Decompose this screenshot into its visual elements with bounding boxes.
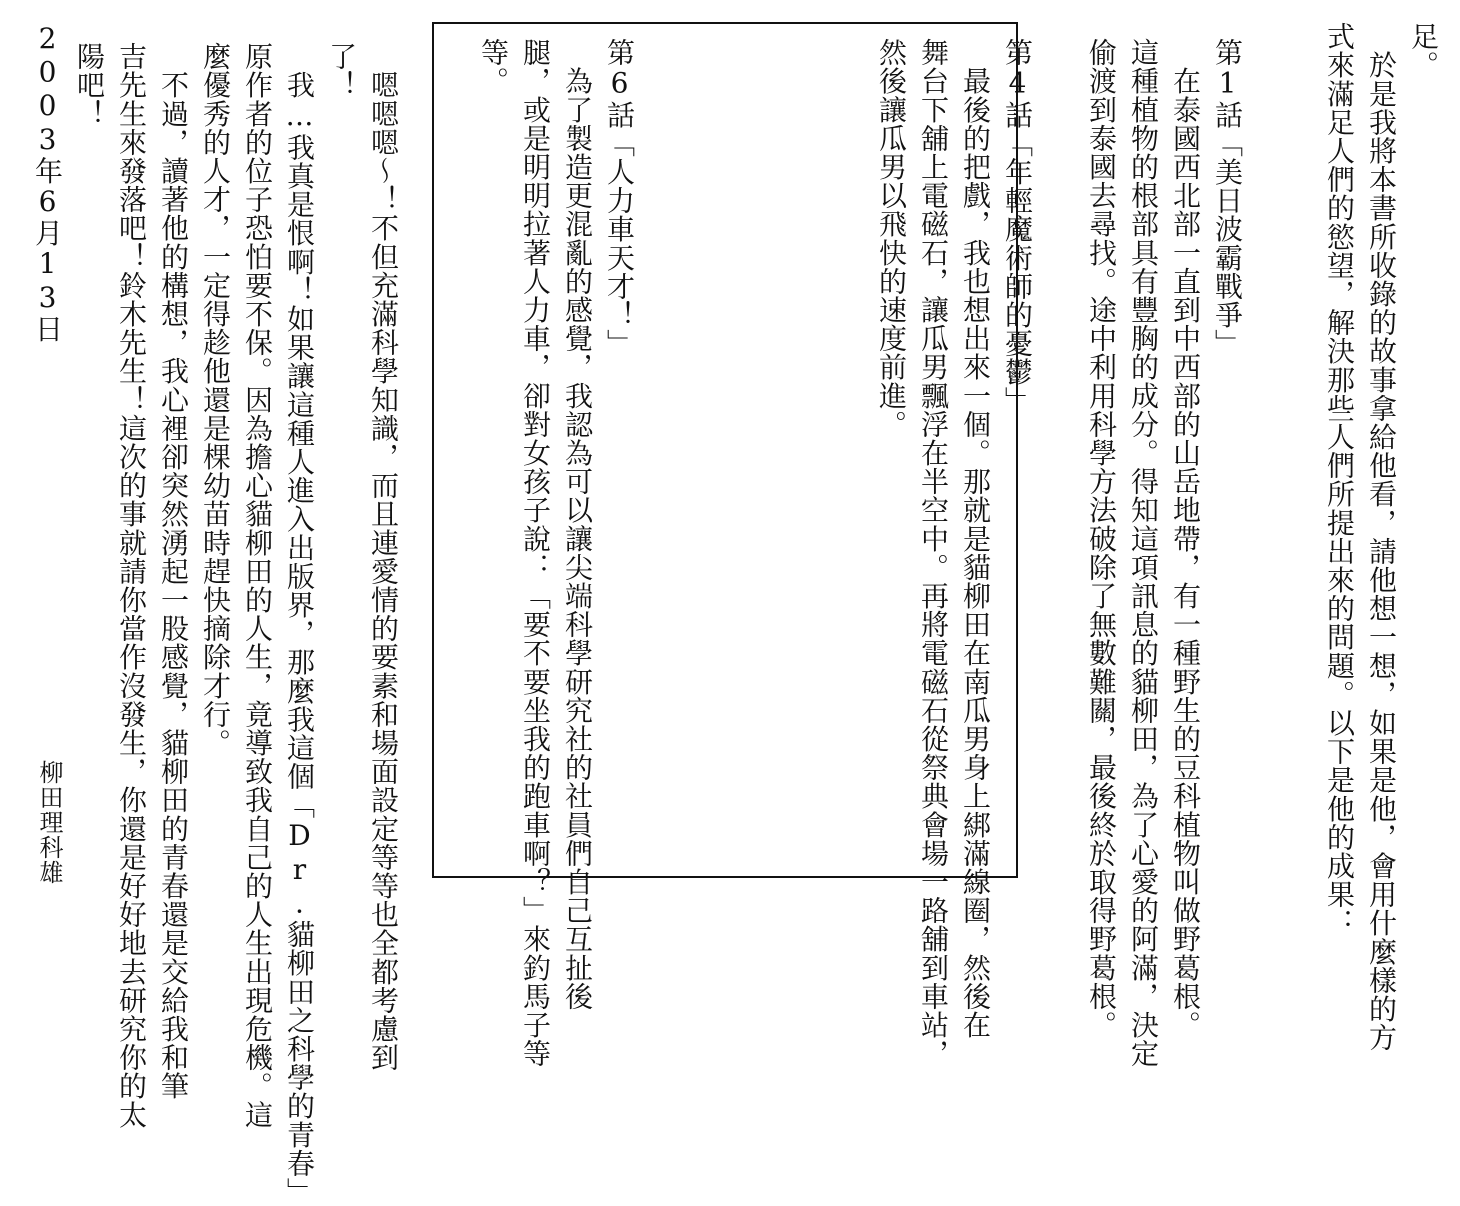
- author-signature: 柳田理科雄: [35, 760, 63, 885]
- episode-heading: 第4話「年輕魔術師的憂鬱」: [1001, 38, 1034, 415]
- text-column: 足。: [1407, 22, 1440, 80]
- text-column: 於是我將本書所收錄的故事拿給他看，請他想一想，如果是他，會用什麼樣的方: [1365, 22, 1398, 1052]
- text-column: 這種植物的根部具有豐胸的成分。得知這項訊息的貓柳田，為了心愛的阿滿，決定: [1127, 38, 1160, 1068]
- text-column: 舞台下舖上電磁石，讓瓜男飄浮在半空中。再將電磁石從祭典會場一路舖到車站，: [917, 38, 950, 1068]
- text-column: 麼優秀的人才，一定得趁他還是棵幼苗時趕快摘除才行。: [199, 42, 232, 757]
- date: 2003年6月13日: [31, 22, 64, 343]
- text-column: 了！: [325, 42, 358, 100]
- text-column: 陽吧！: [73, 42, 106, 128]
- text-column: 腿，或是明明拉著人力車，卻對女孩子說：「要不要坐我的跑車啊？」來釣馬子等: [519, 38, 552, 1068]
- text-column: 不過，讀著他的構想，我心裡卻突然湧起一股感覺，貓柳田的青春還是交給我和筆: [157, 42, 190, 1101]
- text-column: 原作者的位子恐怕要不保。因為擔心貓柳田的人生，竟導致我自己的人生出現危機。這: [241, 42, 274, 1129]
- episode-heading: 第6話「人力車天才！」: [603, 38, 636, 358]
- text-column: 在泰國西北部一直到中西部的山岳地帶，有一種野生的豆科植物叫做野葛根。: [1169, 38, 1202, 1039]
- text-column: 等。: [477, 38, 510, 96]
- text-column: 吉先生來發落吧！鈴木先生！這次的事就請你當作沒發生，你還是好好地去研究你的太: [115, 42, 148, 1129]
- text-column: 我…我真是恨啊！如果讓這種人進入出版界，那麼我這個「Dr.貓柳田之科學的青春」: [283, 42, 316, 1206]
- text-column: 偷渡到泰國去尋找。途中利用科學方法破除了無數難關，最後終於取得野葛根。: [1085, 38, 1118, 1039]
- text-column: 式來滿足人們的慾望，解決那些人們所提出來的問題。以下是他的成果：: [1323, 22, 1356, 938]
- text-column: 然後讓瓜男以飛快的速度前進。: [875, 38, 908, 439]
- episode-heading: 第1話「美日波霸戰爭」: [1211, 38, 1244, 358]
- text-column: 嗯嗯嗯～！不但充滿科學知識，而且連愛情的要素和場面設定等等也全都考慮到: [367, 42, 400, 1072]
- text-column: 為了製造更混亂的感覺，我認為可以讓尖端科學研究社的社員們自己互扯後: [561, 38, 594, 1011]
- text-column: 最後的把戲，我也想出來一個。那就是貓柳田在南瓜男身上綁滿線圈，然後在: [959, 38, 992, 1039]
